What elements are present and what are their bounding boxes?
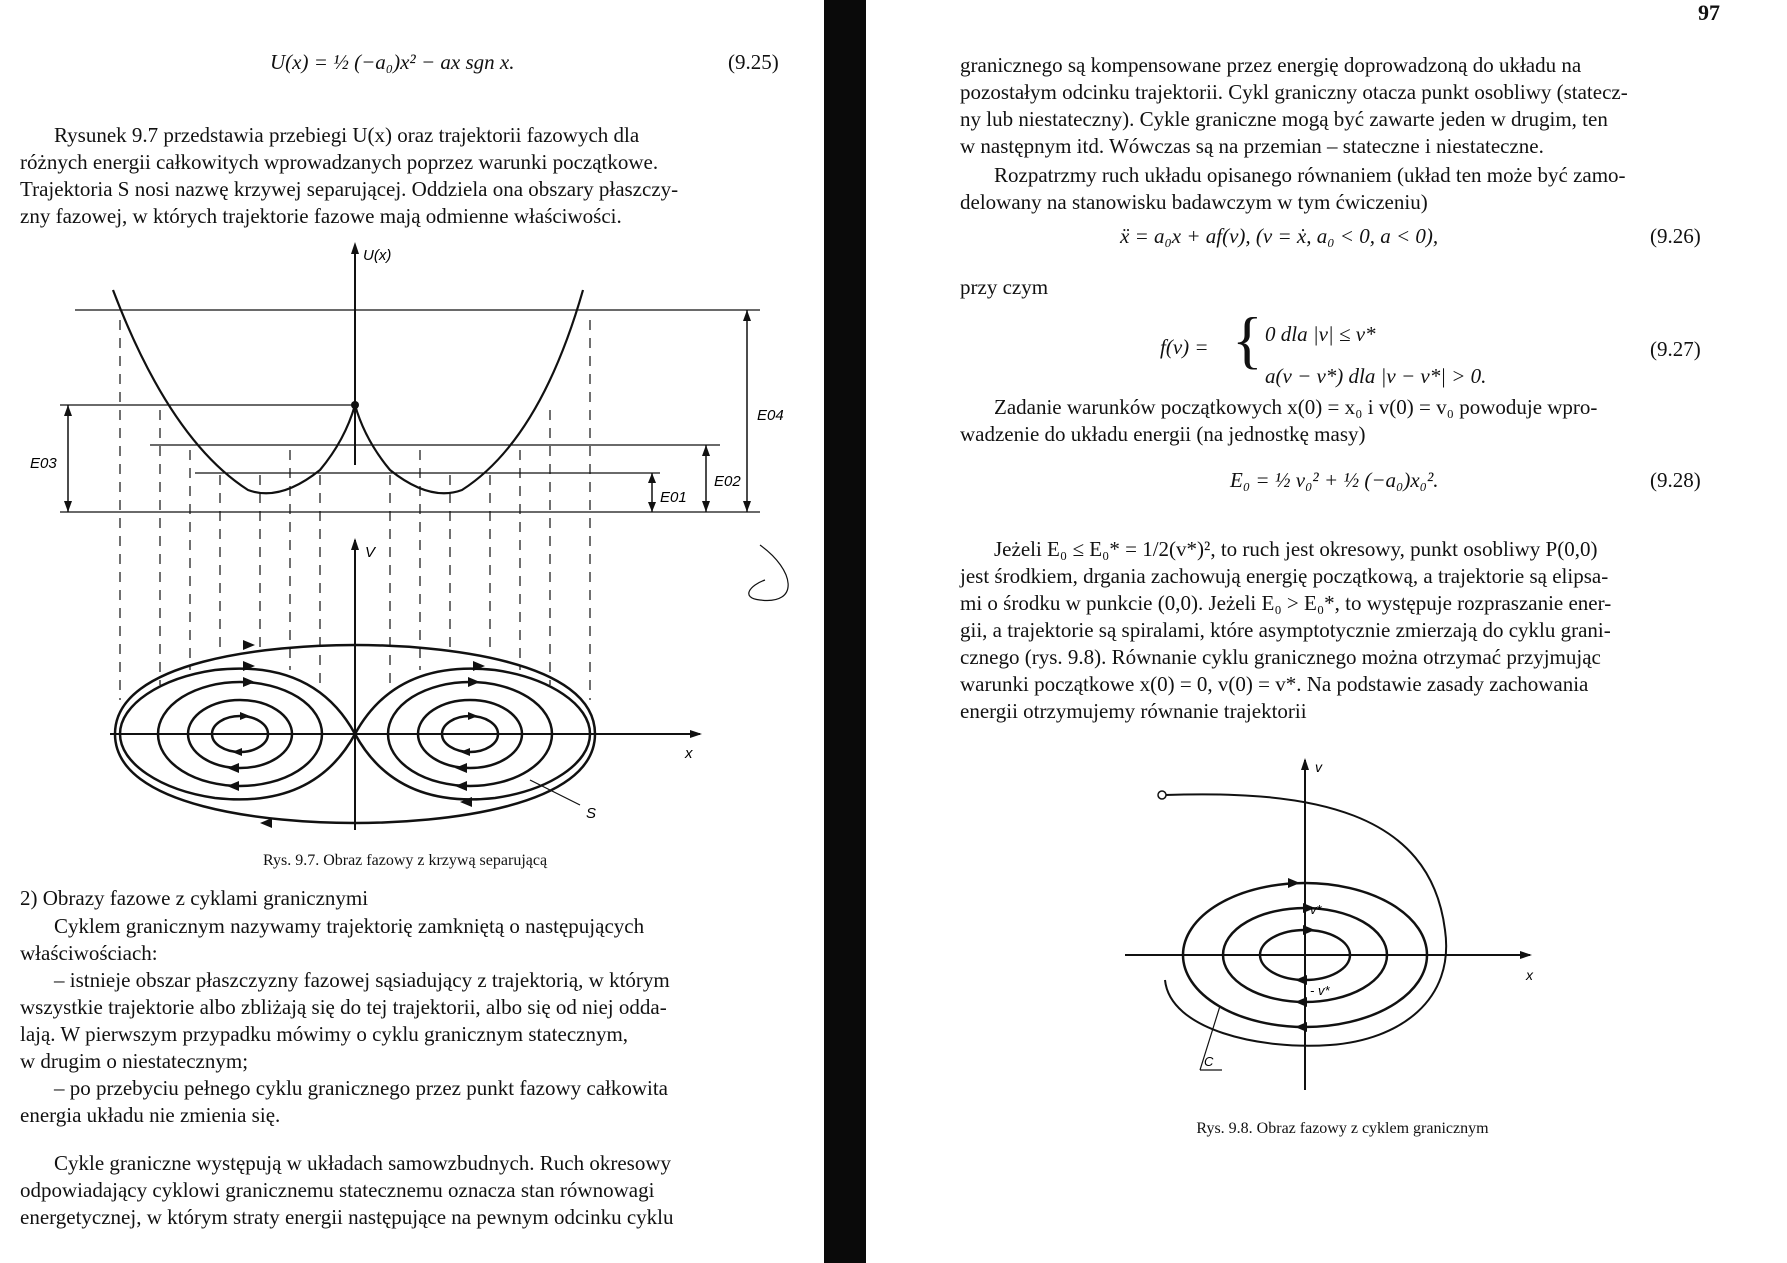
arrowhead — [648, 502, 656, 512]
v-axis-arrow — [1301, 758, 1309, 770]
cycle-label: C — [1204, 1054, 1214, 1069]
definition-paragraph — [20, 913, 790, 1129]
text-line: – po przebyciu pełnego cyklu granicznego przez punkt fazowy całkowita — [54, 1076, 669, 1100]
equation-number-9-25: (9.25) — [728, 50, 779, 74]
text-line: Zadanie warunków początkowych x(0) = x₀ i v(0) = v₀ powoduje wpro- — [994, 395, 1598, 419]
equation-number-9-28: (9.28) — [1650, 468, 1701, 492]
v-axis-arrow — [351, 538, 359, 550]
text-line: gii, a trajektorie są spiralami, które asymptotycznie zmierzają do cyklu grani- — [960, 618, 1611, 642]
text-line: jest środkiem, drgania zachowują energię początkową, a trajektorie są elipsa- — [960, 564, 1609, 588]
potential-curve — [113, 290, 583, 493]
equation-9-28: E₀ = ½ v₀² + ½ (−a₀)x₀². — [1230, 468, 1439, 492]
top-paragraph — [960, 52, 1725, 160]
text-line: ny lub niestateczny). Cykle graniczne mogą być zawarte jeden w drugim, ten — [960, 107, 1608, 131]
page-edge-curl — [749, 545, 788, 600]
equation-9-27-case2: a(v − v*) dla |v − v*| > 0. — [1265, 364, 1487, 388]
equation-9-25: U(x) = ½ (−a₀)x² − ax sgn x. — [270, 50, 515, 74]
text-line: Rozpatrzmy ruch układu opisanego równaniem (układ ten może być zamo- — [994, 163, 1626, 187]
text-line: Trajektoria S nosi nazwę krzywej separującej. Oddziela ona obszary płaszczy- — [20, 177, 679, 201]
x-axis-label: x — [685, 745, 693, 762]
text-line: pozostałym odcinku trajektorii. Cykl graniczny otacza punkt osobliwy (statecz- — [960, 80, 1628, 104]
section-heading: 2) Obrazy fazowe z cyklami granicznymi — [20, 886, 369, 910]
main-paragraph — [960, 536, 1725, 725]
text-line: energetycznej, w którym straty energii następujące na pewnym odcinku cyklu — [20, 1205, 674, 1229]
last-paragraph — [20, 1150, 790, 1231]
equation-number-9-26: (9.26) — [1650, 224, 1701, 248]
x-axis-arrow — [1520, 951, 1532, 959]
equation-9-27-brace: { — [1232, 304, 1263, 375]
text-line: wszystkie trajektorie albo zbliżają się do tej trajektorii, albo się od niej odda- — [20, 995, 667, 1019]
x-axis-label: x — [1526, 967, 1533, 983]
text-line: energia układu nie zmienia się. — [20, 1103, 281, 1127]
figure-9-8-caption: Rys. 9.8. Obraz fazowy z cyklem granicznym — [1196, 1120, 1489, 1137]
separatrix-pointer — [530, 780, 580, 805]
text-line: energii otrzymujemy równanie trajektorii — [960, 699, 1307, 723]
ux-axis-label: U(x) — [363, 247, 392, 264]
arrowhead — [743, 501, 751, 512]
arrowhead — [648, 473, 656, 483]
arrowhead — [64, 501, 72, 512]
arrowhead — [64, 405, 72, 416]
text-line: granicznego są kompensowane przez energię doprowadzoną do układu na — [960, 53, 1582, 77]
label-e01: E01 — [660, 489, 687, 506]
text-line: Cyklem granicznym nazywamy trajektorię zamkniętą o następujących — [54, 914, 645, 938]
text-line: w drugim o niestatecznym; — [20, 1049, 249, 1073]
arrowhead — [702, 445, 710, 456]
equation-9-27-lhs: f(v) = — [1160, 335, 1209, 359]
text-line: Jeżeli E₀ ≤ E₀* = 1/2(v*)², to ruch jest okresowy, punkt osobliwy P(0,0) — [994, 537, 1598, 561]
right-page — [960, 0, 1725, 1263]
initial-conditions-paragraph — [960, 394, 1725, 448]
text-line: zny fazowej, w których trajektorie fazowe mają odmienne właściwości. — [20, 204, 622, 228]
label-e03: E03 — [30, 455, 57, 472]
label-e04: E04 — [757, 407, 784, 424]
second-paragraph — [960, 162, 1725, 216]
arrowhead — [702, 501, 710, 512]
text-line: cznego (rys. 9.8). Równanie cyklu granicznego można otrzymać przyjmując — [960, 645, 1601, 669]
figure-9-7-phase-portrait — [20, 240, 810, 850]
text-line: wadzenie do układu energii (na jednostkę masy) — [960, 422, 1366, 446]
text-line: różnych energii całkowitych wprowadzanych poprzez warunki początkowe. — [20, 150, 659, 174]
label-e02: E02 — [714, 473, 741, 490]
figure-9-8-limit-cycle — [1110, 750, 1570, 1110]
initial-point — [1158, 791, 1166, 799]
neg-vstar-label: - v* — [1310, 983, 1330, 998]
page-number-right: 97 — [1698, 0, 1720, 25]
equation-9-26: ẍ = a₀x + af(v), (v = ẋ, a₀ < 0, a < 0), — [1120, 224, 1439, 248]
intro-paragraph — [20, 122, 790, 230]
book-spine-shadow — [824, 0, 866, 1263]
text-line: właściwościach: — [20, 941, 158, 965]
equation-9-27-case1: 0 dla |v| ≤ v* — [1265, 322, 1376, 346]
figure-9-7-caption: Rys. 9.7. Obraz fazowy z krzywą separującą — [262, 852, 548, 869]
text-line: Cykle graniczne występują w układach samowzbudnych. Ruch okresowy — [54, 1151, 671, 1175]
text-line: – istnieje obszar płaszczyzny fazowej sąsiadujący z trajektorią, w którym — [54, 968, 670, 992]
arrowhead — [743, 310, 751, 321]
text-line: w następnym itd. Wówczas są na przemian – stateczne i niestateczne. — [960, 134, 1544, 158]
text-line: mi o środku w punkcie (0,0). Jeżeli E₀ > E₀*, to występuje rozpraszanie ener- — [960, 591, 1612, 615]
v-axis-label: v — [1315, 759, 1322, 775]
equation-number-9-27: (9.27) — [1650, 337, 1701, 361]
text-line: odpowiadający cyklowi granicznemu statecznemu oznacza stan równowagi — [20, 1178, 655, 1202]
vstar-label: v* — [1310, 902, 1322, 917]
separatrix-label: S — [586, 805, 597, 822]
v-axis-label: V — [365, 544, 376, 561]
text-line: warunki początkowe x(0) = 0, v(0) = v*. Na podstawie zasady zachowania — [960, 672, 1589, 696]
x-axis-arrow — [690, 730, 702, 738]
text-line: Rysunek 9.7 przedstawia przebiegi U(x) oraz trajektorii fazowych dla — [54, 123, 640, 147]
ux-axis-arrow — [351, 242, 359, 254]
left-page — [20, 0, 790, 1263]
przy-czym-text: przy czym — [960, 275, 1049, 299]
text-line: lają. W pierwszym przypadku mówimy o cyklu granicznym statecznym, — [20, 1022, 629, 1046]
text-line: delowany na stanowisku badawczym w tym ćwiczeniu) — [960, 190, 1428, 214]
